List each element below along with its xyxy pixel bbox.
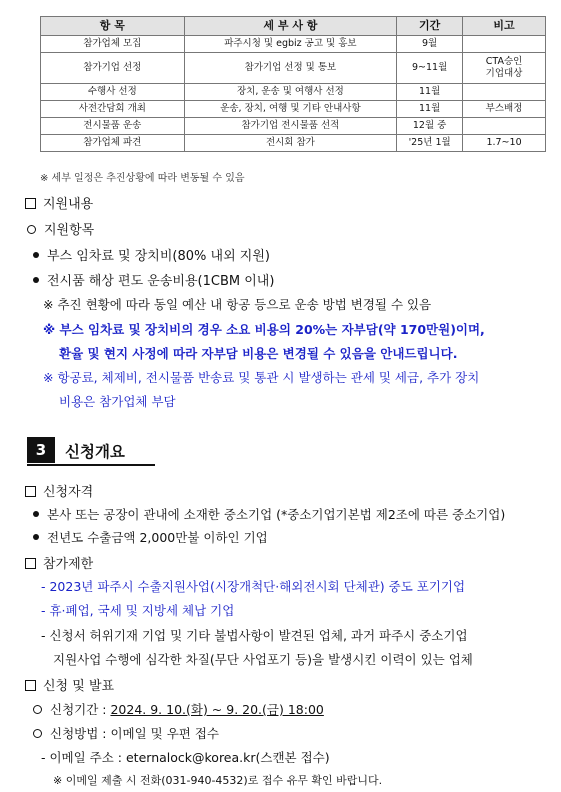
- note-line: CTA승인: [485, 56, 523, 67]
- header-period: 기간: [397, 17, 463, 36]
- schedule-table: [40, 16, 546, 152]
- support-bullet-text: 전시품 해상 편도 운송비용(1CBM 이내): [47, 274, 275, 289]
- schedule-footnote: ※ 세부 일정은 추진상황에 따라 변동될 수 있음: [40, 173, 245, 184]
- cell-note: [463, 118, 546, 135]
- bullet-dot-icon: [33, 534, 39, 540]
- cell-period: 9월: [397, 36, 463, 53]
- section-number: 3: [27, 437, 55, 463]
- section-title: 신청개요: [65, 443, 125, 461]
- circle-bullet-icon: [33, 705, 42, 714]
- cell-period: 11월: [397, 84, 463, 101]
- cell-note: [463, 36, 546, 53]
- table-row: [41, 135, 546, 152]
- apply-period-value: 2024. 9. 10.(화) ~ 9. 20.(금) 18:00: [110, 702, 324, 717]
- cell-detail: 전시회 참가: [184, 135, 397, 152]
- bullet-dot-icon: [33, 252, 39, 258]
- apply-heading-text: 신청 및 발표: [43, 679, 115, 694]
- cell-note: [463, 53, 546, 84]
- apply-heading: [25, 675, 114, 694]
- support-bullet-text: 부스 임차료 및 장치비(80% 내외 지원): [47, 249, 270, 264]
- cell-period: '25년 1월: [397, 135, 463, 152]
- restriction-item-2: - 휴·폐업, 국세 및 지방세 체납 기업: [41, 603, 235, 618]
- schedule-header-row: [41, 17, 546, 36]
- cell-detail: 장치, 운송 및 여행사 선정: [184, 84, 397, 101]
- apply-method-text: 신청방법 : 이메일 및 우편 접수: [50, 726, 219, 741]
- eligibility-heading: [25, 481, 93, 500]
- support-items-heading: [27, 219, 94, 238]
- section-underline: [27, 464, 155, 466]
- bullet-dot-icon: [33, 511, 39, 517]
- apply-email-note: ※ 이메일 제출 시 전화(031-940-4532)로 접수 유무 확인 바랍니다.: [53, 774, 383, 787]
- restriction-item-1: - 2023년 파주시 수출지원사업(시장개척단·해외전시회 단체관) 중도 포기기업: [41, 579, 466, 594]
- restriction-item-3-line-1: - 신청서 허위기재 기업 및 기타 불법사항이 발견된 업체, 과거 파주시 중소기업: [41, 628, 468, 643]
- cell-item: 참가기업 선정: [41, 53, 185, 84]
- cell-note: [463, 84, 546, 101]
- circle-bullet-icon: [27, 225, 36, 234]
- restriction-heading-text: 참가제한: [43, 557, 94, 572]
- apply-method: [33, 724, 219, 742]
- support-heading: [25, 193, 93, 212]
- cell-period: 9~11월: [397, 53, 463, 84]
- header-detail: 세 부 사 항: [184, 17, 397, 36]
- eligibility-bullet-text: 전년도 수출금액 2,000만불 이하인 기업: [47, 530, 268, 545]
- table-row: [41, 36, 546, 53]
- support-note-2-line-2: 환율 및 현지 사정에 따라 자부담 비용은 변경될 수 있음을 안내드립니다.: [59, 346, 458, 361]
- cell-note: 1.7~10: [463, 135, 546, 152]
- cell-period: 12월 중: [397, 118, 463, 135]
- apply-period-label: 신청기간 :: [50, 702, 111, 717]
- table-row: [41, 101, 546, 118]
- table-row: [41, 53, 546, 84]
- cell-detail: 참가기업 선정 및 통보: [184, 53, 397, 84]
- cell-period: 11월: [397, 101, 463, 118]
- restriction-heading: [25, 553, 93, 572]
- cell-item: 수행사 선정: [41, 84, 185, 101]
- cell-note: 부스배정: [463, 101, 546, 118]
- restriction-item-3-line-2: 지원사업 수행에 심각한 차질(무단 사업포기 등)을 발생시킨 이력이 있는 업체: [53, 652, 473, 667]
- cell-item: 전시물품 운송: [41, 118, 185, 135]
- cell-item: 참가업체 모집: [41, 36, 185, 53]
- checkbox-square-icon: [25, 486, 36, 497]
- header-item: 항 목: [41, 17, 185, 36]
- support-note-3-line-1: ※ 항공료, 체제비, 전시물품 반송료 및 통관 시 발생하는 관세 및 세금, 추가 장치: [43, 370, 480, 385]
- checkbox-square-icon: [25, 558, 36, 569]
- cell-detail: 운송, 장치, 여행 및 기타 안내사항: [184, 101, 397, 118]
- support-heading-text: 지원내용: [43, 197, 94, 212]
- list-item: [33, 270, 274, 289]
- circle-bullet-icon: [33, 729, 42, 738]
- support-note-3-line-2: 비용은 참가업체 부담: [59, 394, 176, 409]
- apply-period: [33, 700, 324, 718]
- cell-item: 사전간담회 개최: [41, 101, 185, 118]
- cell-detail: 파주시청 및 egbiz 공고 및 홍보: [184, 36, 397, 53]
- checkbox-square-icon: [25, 198, 36, 209]
- support-note-2-line-1: ※ 부스 임차료 및 장치비의 경우 소요 비용의 20%는 자부담(약 170만원)이며,: [43, 322, 485, 337]
- section-3-header: [27, 437, 157, 465]
- list-item: [33, 528, 268, 546]
- table-row: [41, 118, 546, 135]
- table-row: [41, 84, 546, 101]
- eligibility-bullet-text: 본사 또는 공장이 관내에 소재한 중소기업 (*중소기업기본법 제2조에 따른 중소기업): [47, 507, 506, 522]
- list-item: [33, 245, 270, 264]
- apply-email: - 이메일 주소 : eternalock@korea.kr(스캔본 접수): [41, 750, 330, 765]
- cell-item: 참가업체 파견: [41, 135, 185, 152]
- support-items-heading-text: 지원항목: [44, 223, 95, 238]
- cell-detail: 참가기업 전시물품 선적: [184, 118, 397, 135]
- list-item: [33, 505, 505, 523]
- checkbox-square-icon: [25, 680, 36, 691]
- eligibility-heading-text: 신청자격: [43, 485, 94, 500]
- bullet-dot-icon: [33, 277, 39, 283]
- header-note: 비고: [463, 17, 546, 36]
- note-line: 기업대상: [485, 68, 523, 79]
- support-note-1: ※ 추진 현황에 따라 동일 예산 내 항공 등으로 운송 방법 변경될 수 있음: [43, 297, 432, 312]
